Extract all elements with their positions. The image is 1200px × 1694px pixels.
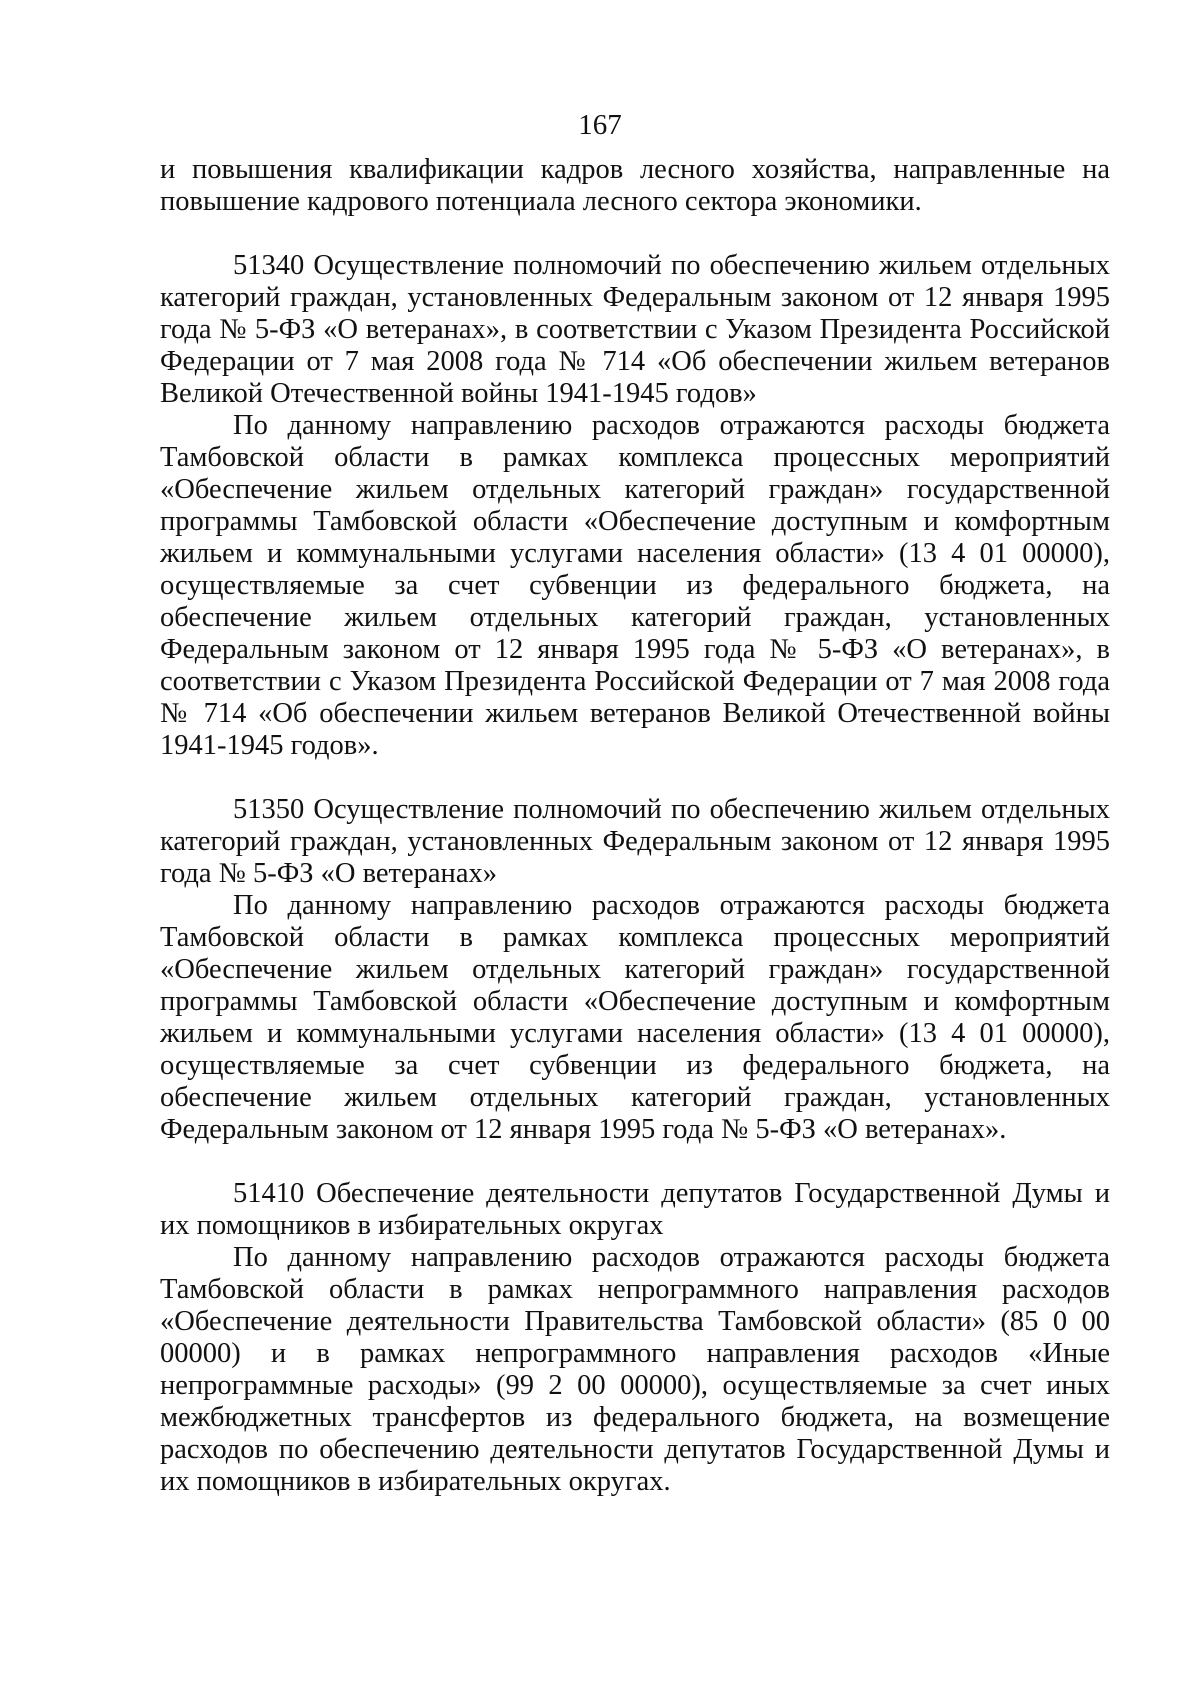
section-body: По данному направлению расходов отражаются расходы бюджета Тамбовской области в рамках непрограммного направления расходов «Обеспечение деятельности Правительства Тамбовской области» (85 0 00 00000) и в рамках непрограммного направления расходов «Иные непрограммные расходы» (99 2 00 00000), осуществляемые за счет иных межбюджетных трансфертов из федерального бюджета, на возмещение расходов по обеспечению деятельности депутатов Государственной Думы и их помощников в избирательных округах.	[160, 1242, 1110, 1497]
page-number: 167	[578, 109, 622, 141]
section-51340	[160, 250, 1110, 762]
section-heading: 51410 Обеспечение деятельности депутатов Государственной Думы и их помощников в избирательных округах	[160, 1178, 1110, 1241]
section-51350	[160, 794, 1110, 1146]
section-heading: 51340 Осуществление полномочий по обеспечению жильем отдельных категорий граждан, установленных Федеральным законом от 12 января 1995 года № 5-ФЗ «О ветеранах», в соответствии с Указом Президента Российской Федерации от 7 мая 2008 года № 714 «Об обеспечении жильем ветеранов Великой Отечественной войны 1941-1945 годов»	[160, 250, 1110, 409]
section-heading: 51350 Осуществление полномочий по обеспечению жильем отдельных категорий граждан, установленных Федеральным законом от 12 января 1995 года № 5-ФЗ «О ветеранах»	[160, 794, 1110, 889]
section-body: По данному направлению расходов отражаются расходы бюджета Тамбовской области в рамках комплекса процессных мероприятий «Обеспечение жильем отдельных категорий граждан» государственной программы Тамбовской области «Обеспечение доступным и комфортным жильем и коммунальными услугами населения области» (13 4 01 00000), осуществляемые за счет субвенции из федерального бюджета, на обеспечение жильем отдельных категорий граждан, установленных Федеральным законом от 12 января 1995 года № 5-ФЗ «О ветеранах».	[160, 890, 1110, 1145]
intro-paragraph: и повышения квалификации кадров лесного хозяйства, направленные на повышение кадрового потенциала лесного сектора экономики.	[160, 154, 1110, 217]
document-body	[160, 154, 1110, 1498]
section-body: По данному направлению расходов отражаются расходы бюджета Тамбовской области в рамках комплекса процессных мероприятий «Обеспечение жильем отдельных категорий граждан» государственной программы Тамбовской области «Обеспечение доступным и комфортным жильем и коммунальными услугами населения области» (13 4 01 00000), осуществляемые за счет субвенции из федерального бюджета, на обеспечение жильем отдельных категорий граждан, установленных Федеральным законом от 12 января 1995 года № 5-ФЗ «О ветеранах», в соответствии с Указом Президента Российской Федерации от 7 мая 2008 года № 714 «Об обеспечении жильем ветеранов Великой Отечественной войны 1941-1945 годов».	[160, 410, 1110, 761]
section-51410	[160, 1178, 1110, 1498]
